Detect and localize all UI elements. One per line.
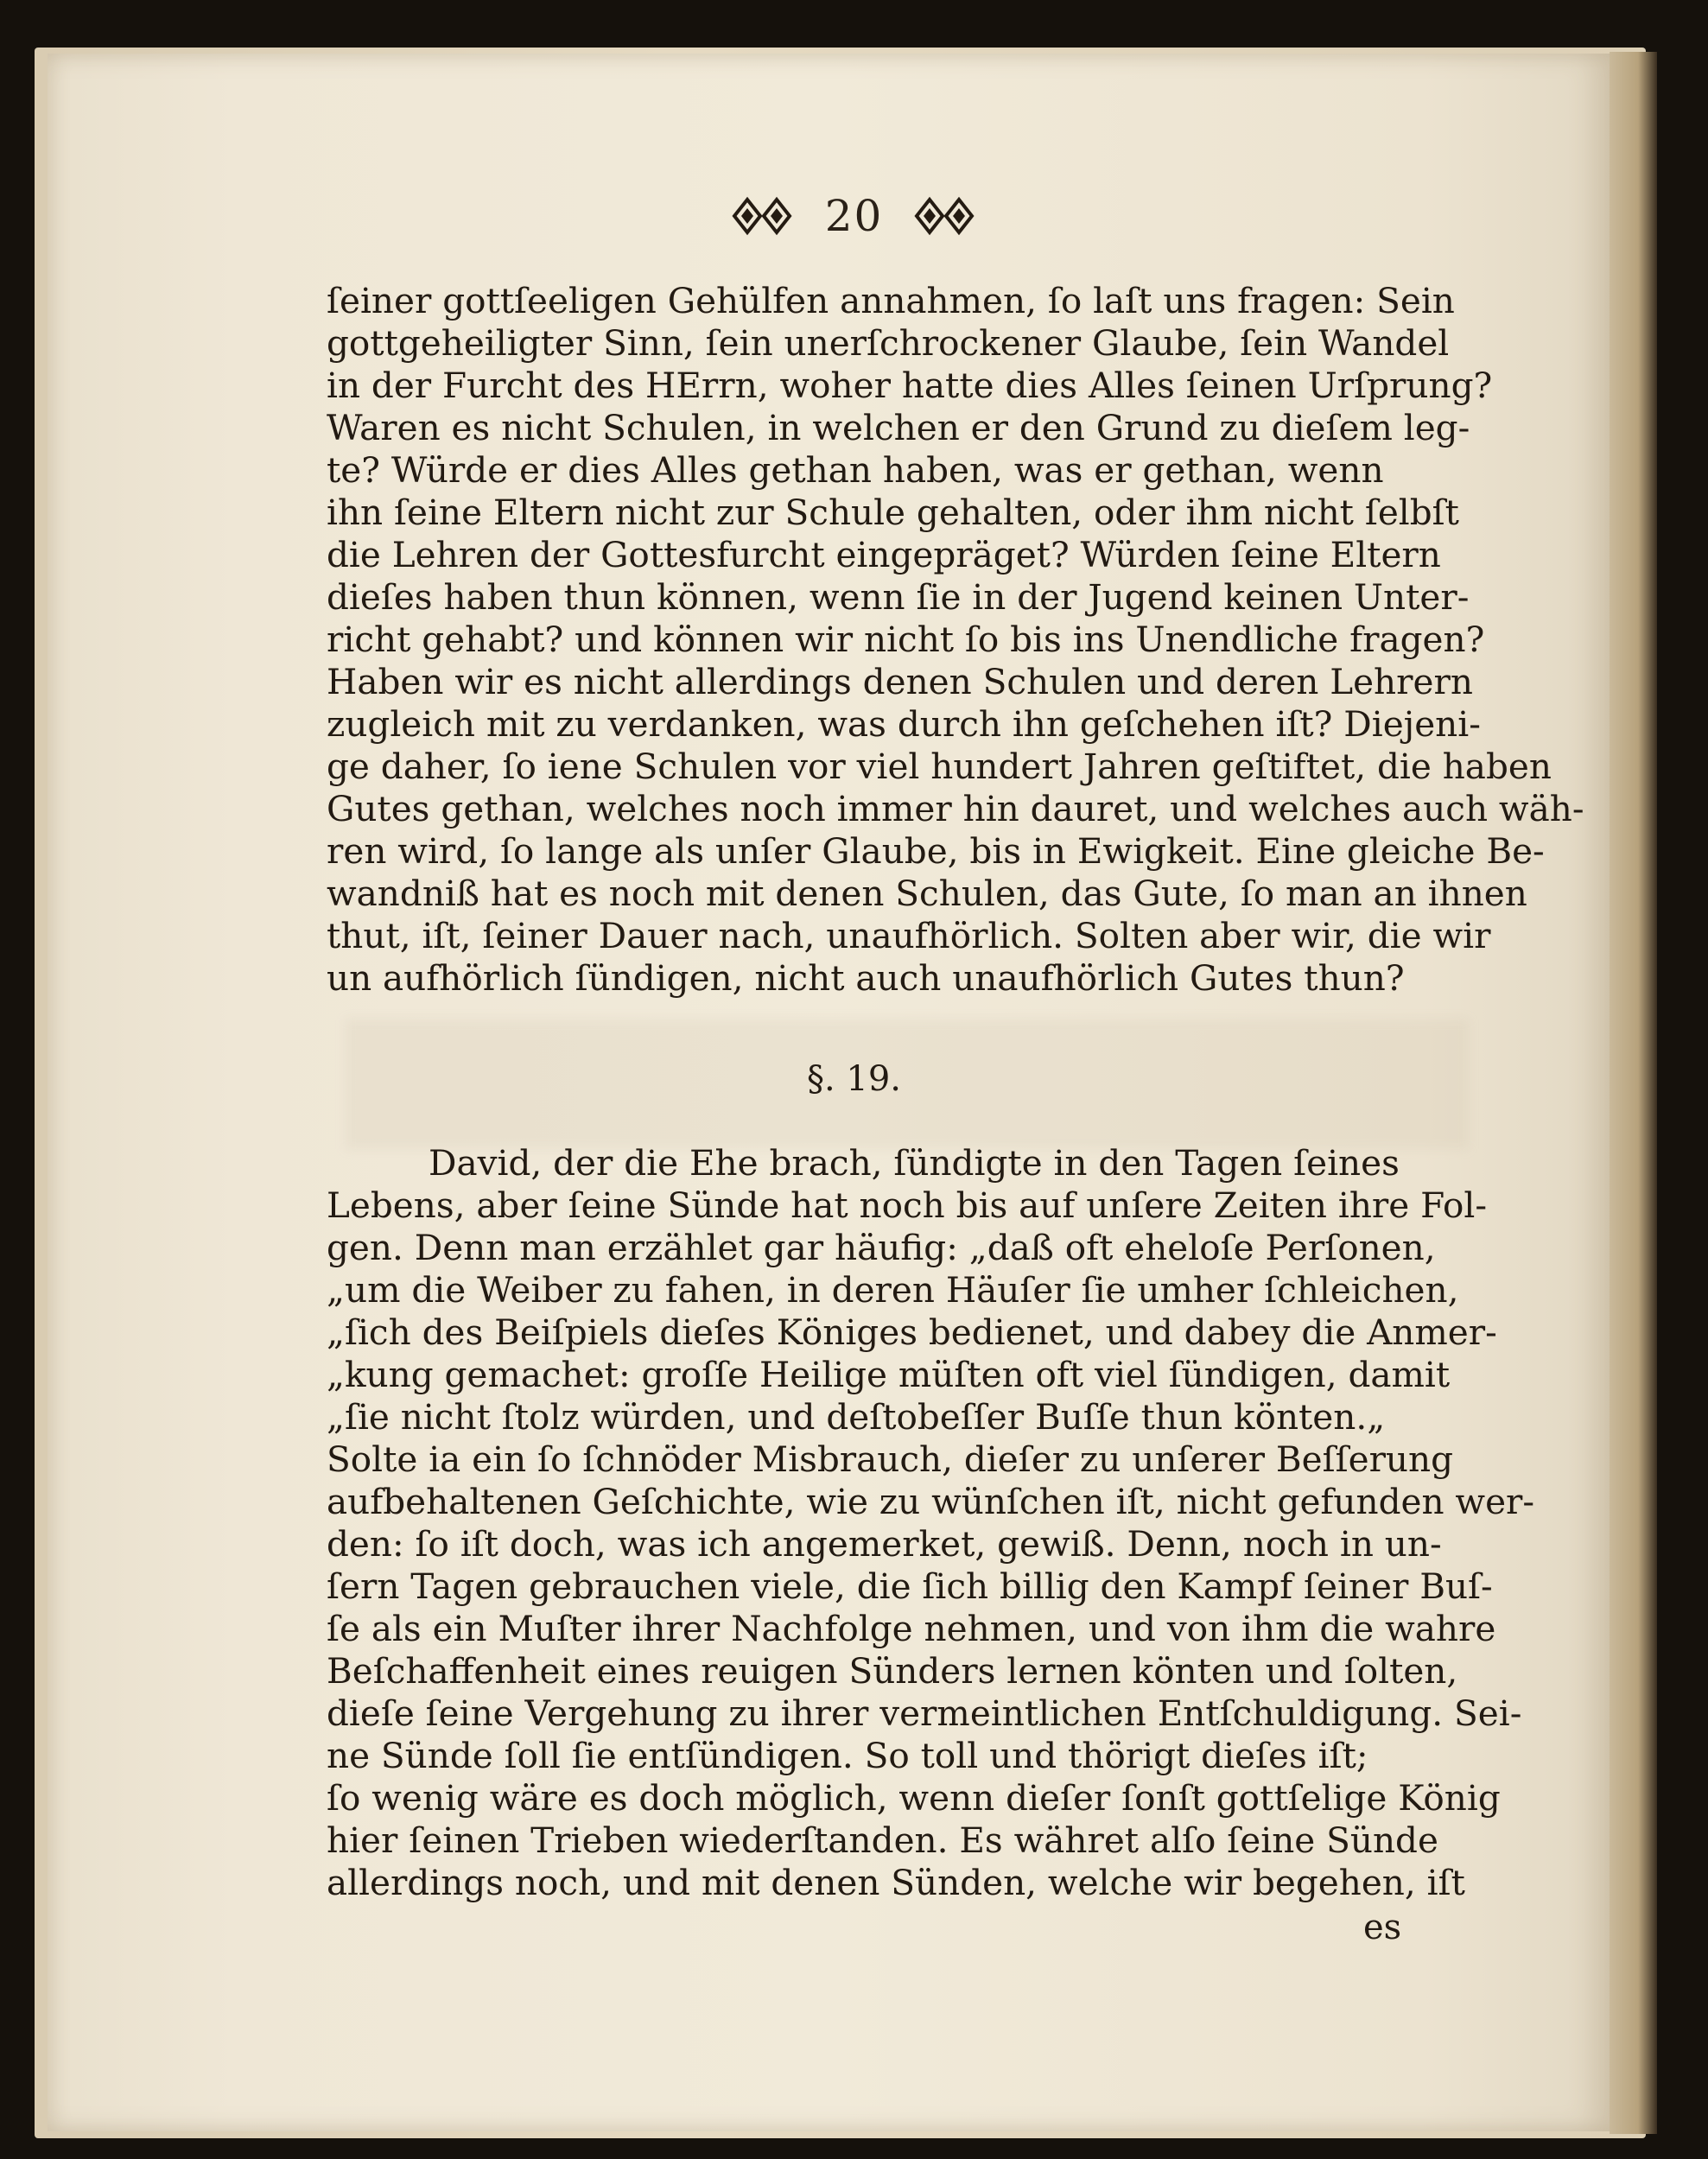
text-line: allerdings noch, und mit denen Sünden, welche wir begehen, iſt [327,1862,1465,1903]
text-line: ſe als ein Muſter ihrer Nachfolge nehmen, und von ihm die wahre [327,1608,1496,1649]
double-diamond-ornament-left [730,197,796,235]
text-line: gen. Denn man erzählet gar häufig: „daß oft eheloſe Perſonen, [327,1227,1436,1268]
text-line: aufbehaltenen Geſchichte, wie zu wünſchen iſt, nicht gefunden wer- [327,1481,1535,1522]
text-line: richt gehabt? und können wir nicht ſo bis ins Unendliche fragen? [327,619,1485,660]
text-line: in der Furcht des HErrn, woher hatte dies Alles ſeinen Urſprung? [327,365,1493,406]
text-line: ihn ſeine Eltern nicht zur Schule gehalten, oder ihm nicht ſelbſt [327,492,1459,533]
catchword: es [1363,1908,1402,1947]
text-line: „ſich des Beiſpiels dieſes Königes bedienet, und dabey die Anmer- [327,1311,1497,1353]
text-line: thut, iſt, ſeiner Dauer nach, unaufhörlich. Solten aber wir, die wir [327,915,1491,956]
text-line: Gutes gethan, welches noch immer hin dauret, und welches auch wäh- [327,788,1584,829]
text-line: un aufhörlich ſündigen, nicht auch unaufhörlich Gutes thun? [327,957,1405,999]
text-line: gottgeheiligter Sinn, ſein unerſchrockener Glaube, ſein Wandel [327,322,1450,364]
text-line: „um die Weiber zu fahen, in deren Häuſer ſie umher ſchleichen, [327,1269,1459,1311]
text-line: den: ſo iſt doch, was ich angemerket, gewiß. Denn, noch in un- [327,1523,1442,1565]
text-line: „ſie nicht ſtolz würden, und deſtobeſſer Buſſe thun könten.„ [327,1396,1386,1438]
text-line: Lebens, aber ſeine Sünde hat noch bis auf unſere Zeiten ihre Fol- [327,1184,1488,1226]
text-line: ſo wenig wäre es doch möglich, wenn dieſer ſonſt gottſelige König [327,1777,1501,1819]
page-header [0,186,1708,246]
text-line: „kung gemachet: groſſe Heilige müſten oft viel ſündigen, damit [327,1354,1451,1395]
text-line: dieſes haben thun können, wenn ſie in der Jugend keinen Unter- [327,576,1470,618]
text-line: ren wird, ſo lange als unſer Glaube, bis in Ewigkeit. Eine gleiche Be- [327,830,1545,872]
text-line-first: David, der die Ehe brach, ſündigte in den Tagen ſeines [429,1142,1400,1184]
text-line: Solte ia ein ſo ſchnöder Misbrauch, dieſer zu unſerer Beſſerung [327,1438,1454,1480]
double-diamond-ornament-right [912,197,978,235]
text-line: dieſe ſeine Vergehung zu ihrer vermeintlichen Entſchuldigung. Sei- [327,1692,1522,1734]
text-line: die Lehren der Gottesfurcht eingepräget? Würden ſeine Eltern [327,534,1441,575]
paragraph-continued [327,280,1584,1000]
text-line: wandniß hat es noch mit denen Schulen, das Gute, ſo man an ihnen [327,873,1527,914]
text-line: ſern Tagen gebrauchen viele, die ſich billig den Kampf ſeiner Buſ- [327,1565,1493,1607]
text-line: ge daher, ſo iene Schulen vor viel hundert Jahren geſtiftet, die haben [327,746,1552,787]
text-line: te? Würde er dies Alles gethan haben, was er gethan, wenn [327,449,1384,491]
text-line: Waren es nicht Schulen, in welchen er den Grund zu dieſem leg- [327,407,1470,448]
text-line: ne Sünde ſoll ſie entſündigen. So toll und thörigt dieſes iſt; [327,1735,1368,1776]
text-line: Beſchaffenheit eines reuigen Sünders lernen könten und ſolten, [327,1650,1458,1692]
text-line: ſeiner gottſeeligen Gehülfen annahmen, ſo laſt uns fragen: Sein [327,280,1455,321]
section-heading: §. 19. [806,1059,902,1099]
text-line: hier ſeinen Trieben wiederſtanden. Es währet alſo ſeine Sünde [327,1819,1438,1861]
text-line: Haben wir es nicht allerdings denen Schulen und deren Lehrern [327,661,1473,702]
text-line: zugleich mit zu verdanken, was durch ihn geſchehen iſt? Diejeni- [327,703,1481,745]
page-number: 20 [824,191,884,241]
paragraph-section-19 [327,1142,1535,1904]
